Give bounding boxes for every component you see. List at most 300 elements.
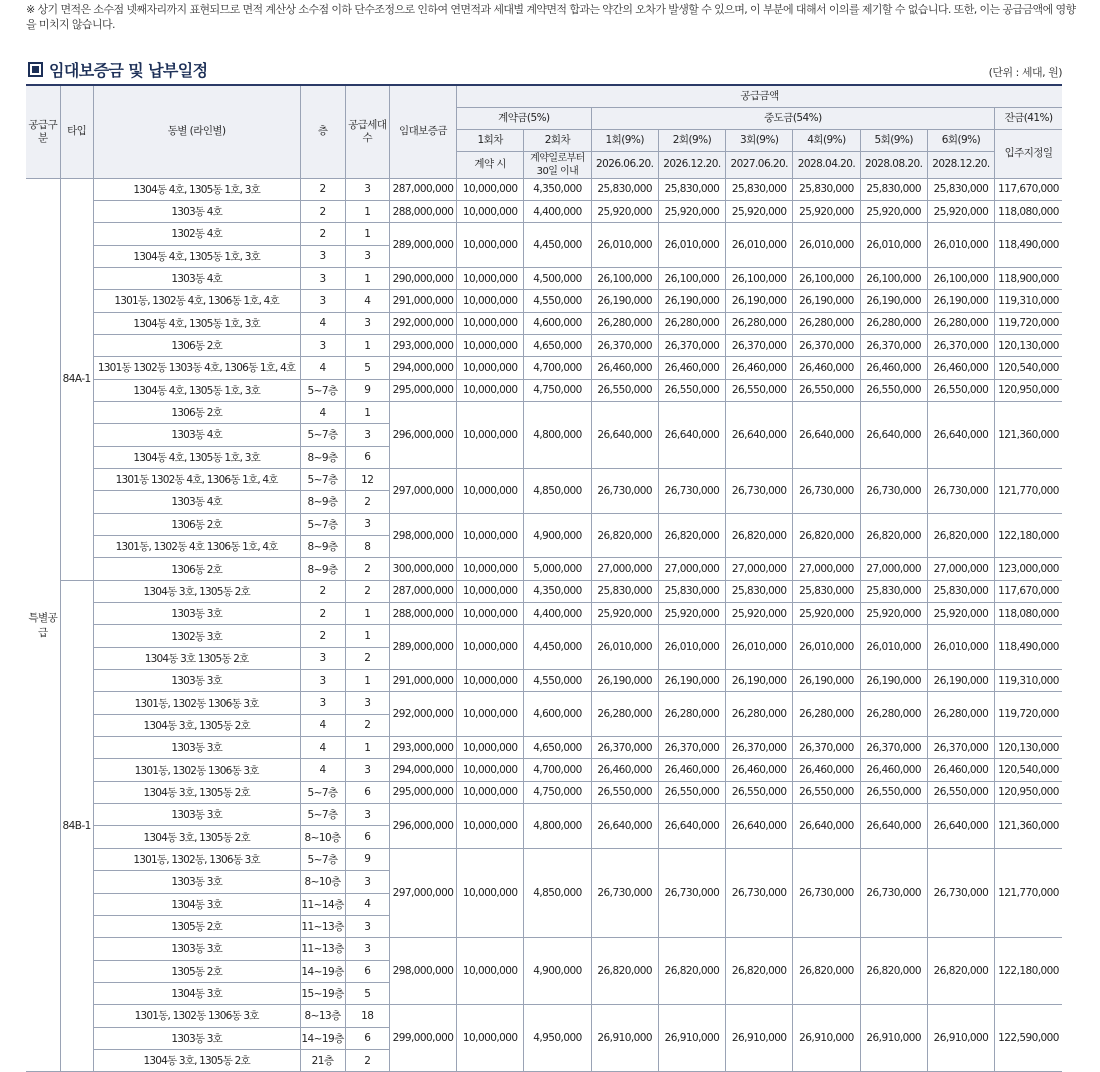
households-cell: 6 bbox=[345, 960, 389, 982]
households-cell: 2 bbox=[345, 714, 389, 736]
middle-5-cell: 26,550,000 bbox=[860, 379, 927, 401]
contract-1-cell: 10,000,000 bbox=[457, 379, 524, 401]
dong-cell: 1301동 1302동 1303동 4호, 1306동 1호, 4호 bbox=[93, 357, 300, 379]
middle-3-cell: 26,280,000 bbox=[726, 312, 793, 334]
contract-1-cell: 10,000,000 bbox=[457, 401, 524, 468]
households-cell: 2 bbox=[345, 558, 389, 580]
table-row bbox=[26, 759, 1062, 781]
middle-5-cell: 26,820,000 bbox=[860, 513, 927, 558]
households-cell: 3 bbox=[345, 759, 389, 781]
households-cell: 4 bbox=[345, 290, 389, 312]
contract-2-cell: 4,450,000 bbox=[524, 223, 591, 268]
floor-cell: 3 bbox=[300, 692, 345, 714]
households-cell: 8 bbox=[345, 536, 389, 558]
middle-1-cell: 26,820,000 bbox=[591, 938, 658, 1005]
middle-1-cell: 26,640,000 bbox=[591, 401, 658, 468]
middle-6-cell: 26,280,000 bbox=[927, 312, 994, 334]
households-cell: 5 bbox=[345, 357, 389, 379]
balance-cell: 117,670,000 bbox=[995, 178, 1062, 200]
deposit-cell: 294,000,000 bbox=[389, 357, 456, 379]
header-type: 타입 bbox=[60, 85, 93, 178]
dong-cell: 1304동 3호, 1305동 2호 bbox=[93, 826, 300, 848]
middle-2-cell: 26,370,000 bbox=[658, 737, 725, 759]
table-row bbox=[26, 781, 1062, 803]
deposit-cell: 293,000,000 bbox=[389, 737, 456, 759]
supply-category-cell: 특별공급 bbox=[26, 178, 60, 1072]
deposit-cell: 288,000,000 bbox=[389, 603, 456, 625]
dong-cell: 1304동 3호 bbox=[93, 893, 300, 915]
deposit-cell: 298,000,000 bbox=[389, 513, 456, 558]
middle-1-cell: 26,370,000 bbox=[591, 334, 658, 356]
balance-cell: 121,770,000 bbox=[995, 468, 1062, 513]
middle-6-cell: 26,730,000 bbox=[927, 468, 994, 513]
middle-4-cell: 26,640,000 bbox=[793, 804, 860, 849]
deposit-cell: 295,000,000 bbox=[389, 379, 456, 401]
contract-2-cell: 4,450,000 bbox=[524, 625, 591, 670]
middle-5-cell: 26,460,000 bbox=[860, 357, 927, 379]
middle-2-cell: 26,550,000 bbox=[658, 379, 725, 401]
dong-cell: 1304동 4호, 1305동 1호, 3호 bbox=[93, 178, 300, 200]
households-cell: 3 bbox=[345, 178, 389, 200]
middle-5-cell: 26,730,000 bbox=[860, 468, 927, 513]
floor-cell: 2 bbox=[300, 178, 345, 200]
header-deposit: 임대보증금 bbox=[389, 85, 456, 178]
header-contract: 계약금(5%) bbox=[457, 107, 592, 129]
middle-2-cell: 26,010,000 bbox=[658, 625, 725, 670]
households-cell: 3 bbox=[345, 938, 389, 960]
dong-cell: 1301동 1302동 4호, 1306동 1호, 4호 bbox=[93, 468, 300, 490]
dong-cell: 1301동, 1302동 4호 1306동 1호, 4호 bbox=[93, 536, 300, 558]
deposit-cell: 292,000,000 bbox=[389, 692, 456, 737]
middle-3-cell: 26,910,000 bbox=[726, 1005, 793, 1072]
dong-cell: 1304동 4호, 1305동 1호, 3호 bbox=[93, 446, 300, 468]
middle-3-cell: 25,920,000 bbox=[726, 200, 793, 222]
middle-1-cell: 26,460,000 bbox=[591, 759, 658, 781]
dong-cell: 1301동, 1302동 1306동 3호 bbox=[93, 759, 300, 781]
dong-cell: 1303동 4호 bbox=[93, 200, 300, 222]
header-middle-4-date: 2028.04.20. bbox=[793, 151, 860, 178]
table-row bbox=[26, 468, 1062, 490]
contract-1-cell: 10,000,000 bbox=[457, 625, 524, 670]
header-move-in: 입주지정일 bbox=[995, 129, 1062, 178]
balance-cell: 120,130,000 bbox=[995, 737, 1062, 759]
households-cell: 5 bbox=[345, 982, 389, 1004]
table-row bbox=[26, 558, 1062, 580]
header-middle-5-date: 2028.08.20. bbox=[860, 151, 927, 178]
balance-cell: 118,490,000 bbox=[995, 223, 1062, 268]
dong-cell: 1305동 2호 bbox=[93, 915, 300, 937]
contract-2-cell: 4,800,000 bbox=[524, 804, 591, 849]
middle-4-cell: 26,820,000 bbox=[793, 938, 860, 1005]
middle-4-cell: 26,550,000 bbox=[793, 379, 860, 401]
households-cell: 1 bbox=[345, 401, 389, 423]
balance-cell: 118,080,000 bbox=[995, 603, 1062, 625]
middle-1-cell: 26,190,000 bbox=[591, 290, 658, 312]
floor-cell: 4 bbox=[300, 357, 345, 379]
table-row bbox=[26, 580, 1062, 602]
middle-3-cell: 26,730,000 bbox=[726, 468, 793, 513]
floor-cell: 5~7층 bbox=[300, 468, 345, 490]
contract-1-cell: 10,000,000 bbox=[457, 513, 524, 558]
header-contract-1-date: 계약 시 bbox=[457, 151, 524, 178]
floor-cell: 2 bbox=[300, 200, 345, 222]
middle-1-cell: 26,010,000 bbox=[591, 625, 658, 670]
middle-6-cell: 25,830,000 bbox=[927, 178, 994, 200]
middle-2-cell: 26,550,000 bbox=[658, 781, 725, 803]
middle-3-cell: 26,460,000 bbox=[726, 759, 793, 781]
deposit-cell: 299,000,000 bbox=[389, 1005, 456, 1072]
middle-1-cell: 26,730,000 bbox=[591, 468, 658, 513]
middle-2-cell: 26,730,000 bbox=[658, 468, 725, 513]
households-cell: 9 bbox=[345, 848, 389, 870]
floor-cell: 15~19층 bbox=[300, 982, 345, 1004]
households-cell: 1 bbox=[345, 737, 389, 759]
header-supply-amount: 공급금액 bbox=[457, 85, 1062, 107]
middle-6-cell: 26,190,000 bbox=[927, 290, 994, 312]
middle-3-cell: 25,830,000 bbox=[726, 580, 793, 602]
dong-cell: 1304동 3호, 1305동 2호 bbox=[93, 580, 300, 602]
contract-2-cell: 4,400,000 bbox=[524, 200, 591, 222]
deposit-cell: 295,000,000 bbox=[389, 781, 456, 803]
balance-cell: 122,590,000 bbox=[995, 1005, 1062, 1072]
middle-3-cell: 25,830,000 bbox=[726, 178, 793, 200]
dong-cell: 1303동 3호 bbox=[93, 670, 300, 692]
contract-2-cell: 4,600,000 bbox=[524, 312, 591, 334]
middle-2-cell: 25,920,000 bbox=[658, 603, 725, 625]
middle-4-cell: 26,190,000 bbox=[793, 670, 860, 692]
middle-5-cell: 26,820,000 bbox=[860, 938, 927, 1005]
middle-2-cell: 25,830,000 bbox=[658, 580, 725, 602]
middle-2-cell: 26,010,000 bbox=[658, 223, 725, 268]
contract-2-cell: 4,350,000 bbox=[524, 178, 591, 200]
dong-cell: 1301동, 1302동 1306동 3호 bbox=[93, 1005, 300, 1027]
table-row bbox=[26, 603, 1062, 625]
table-row bbox=[26, 312, 1062, 334]
middle-2-cell: 26,460,000 bbox=[658, 357, 725, 379]
households-cell: 4 bbox=[345, 893, 389, 915]
header-supply-type: 공급구분 bbox=[26, 85, 60, 178]
middle-4-cell: 26,550,000 bbox=[793, 781, 860, 803]
header-middle-6: 6회(9%) bbox=[927, 129, 994, 151]
floor-cell: 3 bbox=[300, 290, 345, 312]
contract-1-cell: 10,000,000 bbox=[457, 267, 524, 289]
balance-cell: 118,900,000 bbox=[995, 267, 1062, 289]
table-row bbox=[26, 334, 1062, 356]
middle-6-cell: 26,280,000 bbox=[927, 692, 994, 737]
disclaimer-note: ※ 상기 면적은 소수점 넷째자리까지 표현되므로 면적 계산상 소수점 이하 단수조정으로 인하여 연면적과 세대별 계약면적 합과는 약간의 오차가 발생할 수 있으며, 이 부분에 대해서 이의를 제기할 수 없습니다. 또한, 이는 공급금액에 영향을 미치지 않습니다. bbox=[26, 3, 1076, 31]
middle-6-cell: 26,640,000 bbox=[927, 804, 994, 849]
contract-1-cell: 10,000,000 bbox=[457, 759, 524, 781]
middle-3-cell: 26,640,000 bbox=[726, 401, 793, 468]
header-dong: 동별 (라인별) bbox=[93, 85, 300, 178]
households-cell: 12 bbox=[345, 468, 389, 490]
header-contract-1: 1회차 bbox=[457, 129, 524, 151]
middle-2-cell: 27,000,000 bbox=[658, 558, 725, 580]
middle-4-cell: 25,830,000 bbox=[793, 580, 860, 602]
middle-5-cell: 26,280,000 bbox=[860, 312, 927, 334]
floor-cell: 8~10층 bbox=[300, 871, 345, 893]
header-middle-3-date: 2027.06.20. bbox=[726, 151, 793, 178]
dong-cell: 1304동 3호 bbox=[93, 982, 300, 1004]
contract-2-cell: 4,900,000 bbox=[524, 938, 591, 1005]
contract-1-cell: 10,000,000 bbox=[457, 1005, 524, 1072]
contract-2-cell: 5,000,000 bbox=[524, 558, 591, 580]
middle-1-cell: 25,830,000 bbox=[591, 178, 658, 200]
contract-2-cell: 4,650,000 bbox=[524, 334, 591, 356]
dong-cell: 1304동 3호 1305동 2호 bbox=[93, 647, 300, 669]
balance-cell: 119,720,000 bbox=[995, 312, 1062, 334]
middle-6-cell: 25,830,000 bbox=[927, 580, 994, 602]
type-cell: 84A-1 bbox=[60, 178, 93, 580]
households-cell: 1 bbox=[345, 334, 389, 356]
deposit-cell: 291,000,000 bbox=[389, 290, 456, 312]
balance-cell: 121,360,000 bbox=[995, 804, 1062, 849]
households-cell: 3 bbox=[345, 513, 389, 535]
middle-6-cell: 26,550,000 bbox=[927, 781, 994, 803]
header-middle-3: 3회(9%) bbox=[726, 129, 793, 151]
table-row bbox=[26, 513, 1062, 535]
middle-4-cell: 26,100,000 bbox=[793, 267, 860, 289]
middle-6-cell: 25,920,000 bbox=[927, 603, 994, 625]
middle-5-cell: 26,010,000 bbox=[860, 223, 927, 268]
balance-cell: 121,360,000 bbox=[995, 401, 1062, 468]
dong-cell: 1303동 3호 bbox=[93, 804, 300, 826]
header-middle-2: 2회(9%) bbox=[658, 129, 725, 151]
deposit-cell: 290,000,000 bbox=[389, 267, 456, 289]
middle-1-cell: 26,550,000 bbox=[591, 781, 658, 803]
floor-cell: 4 bbox=[300, 737, 345, 759]
dong-cell: 1303동 4호 bbox=[93, 267, 300, 289]
dong-cell: 1303동 3호 bbox=[93, 1027, 300, 1049]
households-cell: 3 bbox=[345, 692, 389, 714]
deposit-cell: 298,000,000 bbox=[389, 938, 456, 1005]
deposit-cell: 296,000,000 bbox=[389, 401, 456, 468]
floor-cell: 3 bbox=[300, 267, 345, 289]
middle-3-cell: 26,370,000 bbox=[726, 737, 793, 759]
section-title bbox=[28, 58, 208, 81]
table-row bbox=[26, 178, 1062, 200]
floor-cell: 5~7층 bbox=[300, 379, 345, 401]
contract-2-cell: 4,700,000 bbox=[524, 759, 591, 781]
middle-4-cell: 25,920,000 bbox=[793, 603, 860, 625]
table-row bbox=[26, 200, 1062, 222]
contract-1-cell: 10,000,000 bbox=[457, 692, 524, 737]
middle-1-cell: 26,280,000 bbox=[591, 312, 658, 334]
middle-3-cell: 26,460,000 bbox=[726, 357, 793, 379]
dong-cell: 1303동 4호 bbox=[93, 424, 300, 446]
households-cell: 3 bbox=[345, 424, 389, 446]
dong-cell: 1303동 3호 bbox=[93, 938, 300, 960]
middle-6-cell: 26,910,000 bbox=[927, 1005, 994, 1072]
middle-1-cell: 26,280,000 bbox=[591, 692, 658, 737]
deposit-cell: 297,000,000 bbox=[389, 848, 456, 937]
floor-cell: 8~9층 bbox=[300, 558, 345, 580]
header-middle-2-date: 2026.12.20. bbox=[658, 151, 725, 178]
floor-cell: 3 bbox=[300, 647, 345, 669]
deposit-schedule-table bbox=[26, 84, 1062, 1072]
floor-cell: 3 bbox=[300, 245, 345, 267]
table-row bbox=[26, 670, 1062, 692]
dong-cell: 1304동 3호, 1305동 2호 bbox=[93, 781, 300, 803]
table-row bbox=[26, 223, 1062, 245]
middle-3-cell: 26,820,000 bbox=[726, 938, 793, 1005]
floor-cell: 3 bbox=[300, 670, 345, 692]
households-cell: 3 bbox=[345, 312, 389, 334]
deposit-cell: 296,000,000 bbox=[389, 804, 456, 849]
table-row bbox=[26, 379, 1062, 401]
middle-6-cell: 26,820,000 bbox=[927, 513, 994, 558]
middle-1-cell: 26,460,000 bbox=[591, 357, 658, 379]
contract-2-cell: 4,600,000 bbox=[524, 692, 591, 737]
header-balance: 잔금(41%) bbox=[995, 107, 1062, 129]
middle-5-cell: 26,460,000 bbox=[860, 759, 927, 781]
square-bullet-icon bbox=[28, 62, 43, 77]
contract-2-cell: 4,950,000 bbox=[524, 1005, 591, 1072]
header-middle-4: 4회(9%) bbox=[793, 129, 860, 151]
contract-1-cell: 10,000,000 bbox=[457, 603, 524, 625]
middle-6-cell: 26,010,000 bbox=[927, 223, 994, 268]
middle-2-cell: 26,370,000 bbox=[658, 334, 725, 356]
floor-cell: 4 bbox=[300, 759, 345, 781]
middle-6-cell: 27,000,000 bbox=[927, 558, 994, 580]
table-header bbox=[26, 85, 1062, 178]
balance-cell: 119,720,000 bbox=[995, 692, 1062, 737]
middle-4-cell: 27,000,000 bbox=[793, 558, 860, 580]
floor-cell: 2 bbox=[300, 223, 345, 245]
balance-cell: 119,310,000 bbox=[995, 670, 1062, 692]
header-middle-1: 1회(9%) bbox=[591, 129, 658, 151]
households-cell: 6 bbox=[345, 1027, 389, 1049]
middle-5-cell: 25,830,000 bbox=[860, 580, 927, 602]
balance-cell: 122,180,000 bbox=[995, 938, 1062, 1005]
floor-cell: 5~7층 bbox=[300, 848, 345, 870]
floor-cell: 14~19층 bbox=[300, 1027, 345, 1049]
contract-2-cell: 4,800,000 bbox=[524, 401, 591, 468]
contract-1-cell: 10,000,000 bbox=[457, 312, 524, 334]
middle-5-cell: 26,010,000 bbox=[860, 625, 927, 670]
balance-cell: 120,950,000 bbox=[995, 781, 1062, 803]
middle-1-cell: 26,370,000 bbox=[591, 737, 658, 759]
balance-cell: 117,670,000 bbox=[995, 580, 1062, 602]
middle-2-cell: 26,280,000 bbox=[658, 692, 725, 737]
floor-cell: 3 bbox=[300, 334, 345, 356]
balance-cell: 121,770,000 bbox=[995, 848, 1062, 937]
deposit-cell: 287,000,000 bbox=[389, 178, 456, 200]
dong-cell: 1302동 3호 bbox=[93, 625, 300, 647]
balance-cell: 118,080,000 bbox=[995, 200, 1062, 222]
households-cell: 1 bbox=[345, 603, 389, 625]
middle-3-cell: 26,010,000 bbox=[726, 625, 793, 670]
middle-4-cell: 26,010,000 bbox=[793, 625, 860, 670]
header-households: 공급세대수 bbox=[345, 85, 389, 178]
middle-1-cell: 26,550,000 bbox=[591, 379, 658, 401]
floor-cell: 8~9층 bbox=[300, 491, 345, 513]
middle-1-cell: 26,640,000 bbox=[591, 804, 658, 849]
middle-3-cell: 26,190,000 bbox=[726, 670, 793, 692]
middle-3-cell: 26,820,000 bbox=[726, 513, 793, 558]
balance-cell: 120,540,000 bbox=[995, 759, 1062, 781]
middle-1-cell: 26,730,000 bbox=[591, 848, 658, 937]
floor-cell: 4 bbox=[300, 312, 345, 334]
table-row bbox=[26, 625, 1062, 647]
middle-6-cell: 26,640,000 bbox=[927, 401, 994, 468]
middle-2-cell: 26,460,000 bbox=[658, 759, 725, 781]
deposit-cell: 300,000,000 bbox=[389, 558, 456, 580]
table-row bbox=[26, 290, 1062, 312]
contract-1-cell: 10,000,000 bbox=[457, 290, 524, 312]
contract-2-cell: 4,400,000 bbox=[524, 603, 591, 625]
middle-6-cell: 26,370,000 bbox=[927, 737, 994, 759]
middle-3-cell: 26,640,000 bbox=[726, 804, 793, 849]
middle-2-cell: 26,820,000 bbox=[658, 513, 725, 558]
middle-3-cell: 26,100,000 bbox=[726, 267, 793, 289]
middle-6-cell: 26,820,000 bbox=[927, 938, 994, 1005]
floor-cell: 2 bbox=[300, 625, 345, 647]
middle-3-cell: 26,550,000 bbox=[726, 781, 793, 803]
contract-2-cell: 4,550,000 bbox=[524, 670, 591, 692]
middle-2-cell: 26,190,000 bbox=[658, 670, 725, 692]
middle-3-cell: 26,370,000 bbox=[726, 334, 793, 356]
floor-cell: 11~13층 bbox=[300, 915, 345, 937]
floor-cell: 11~13층 bbox=[300, 938, 345, 960]
dong-cell: 1304동 4호, 1305동 1호, 3호 bbox=[93, 312, 300, 334]
floor-cell: 8~13층 bbox=[300, 1005, 345, 1027]
middle-4-cell: 26,640,000 bbox=[793, 401, 860, 468]
households-cell: 1 bbox=[345, 267, 389, 289]
middle-1-cell: 26,190,000 bbox=[591, 670, 658, 692]
header-floor: 층 bbox=[300, 85, 345, 178]
middle-3-cell: 27,000,000 bbox=[726, 558, 793, 580]
middle-3-cell: 26,550,000 bbox=[726, 379, 793, 401]
middle-2-cell: 26,280,000 bbox=[658, 312, 725, 334]
middle-4-cell: 25,920,000 bbox=[793, 200, 860, 222]
dong-cell: 1301동, 1302동, 1306동 3호 bbox=[93, 848, 300, 870]
middle-4-cell: 26,460,000 bbox=[793, 357, 860, 379]
contract-1-cell: 10,000,000 bbox=[457, 468, 524, 513]
middle-1-cell: 25,830,000 bbox=[591, 580, 658, 602]
middle-5-cell: 26,640,000 bbox=[860, 401, 927, 468]
households-cell: 1 bbox=[345, 670, 389, 692]
contract-2-cell: 4,700,000 bbox=[524, 357, 591, 379]
middle-4-cell: 26,910,000 bbox=[793, 1005, 860, 1072]
contract-1-cell: 10,000,000 bbox=[457, 737, 524, 759]
dong-cell: 1304동 3호, 1305동 2호 bbox=[93, 714, 300, 736]
header-contract-2: 2회차 bbox=[524, 129, 591, 151]
header-contract-2-date: 계약일로부터 30일 이내 bbox=[524, 151, 591, 178]
contract-2-cell: 4,500,000 bbox=[524, 267, 591, 289]
dong-cell: 1301동, 1302동 4호, 1306동 1호, 4호 bbox=[93, 290, 300, 312]
households-cell: 3 bbox=[345, 871, 389, 893]
deposit-cell: 291,000,000 bbox=[389, 670, 456, 692]
floor-cell: 4 bbox=[300, 401, 345, 423]
middle-3-cell: 25,920,000 bbox=[726, 603, 793, 625]
middle-1-cell: 25,920,000 bbox=[591, 603, 658, 625]
middle-5-cell: 26,190,000 bbox=[860, 290, 927, 312]
floor-cell: 11~14층 bbox=[300, 893, 345, 915]
middle-2-cell: 25,830,000 bbox=[658, 178, 725, 200]
middle-5-cell: 25,920,000 bbox=[860, 603, 927, 625]
middle-6-cell: 26,100,000 bbox=[927, 267, 994, 289]
middle-1-cell: 26,010,000 bbox=[591, 223, 658, 268]
middle-5-cell: 25,830,000 bbox=[860, 178, 927, 200]
table-body bbox=[26, 178, 1062, 1072]
dong-cell: 1304동 3호, 1305동 2호 bbox=[93, 1049, 300, 1071]
households-cell: 6 bbox=[345, 446, 389, 468]
floor-cell: 5~7층 bbox=[300, 781, 345, 803]
middle-6-cell: 26,370,000 bbox=[927, 334, 994, 356]
middle-4-cell: 26,280,000 bbox=[793, 692, 860, 737]
contract-1-cell: 10,000,000 bbox=[457, 223, 524, 268]
